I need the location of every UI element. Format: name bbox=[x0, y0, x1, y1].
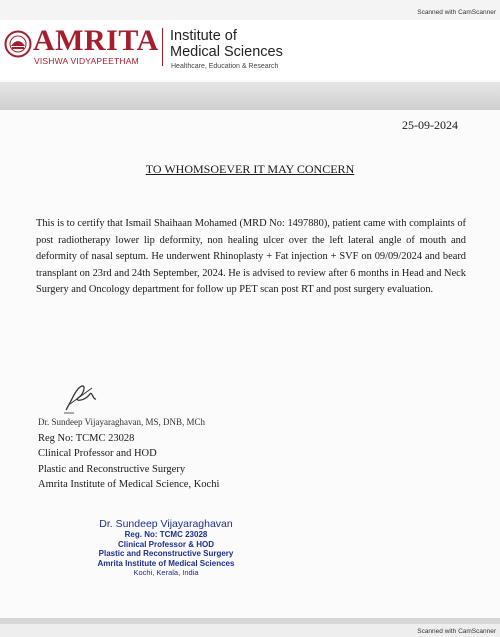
amrita-emblem-icon bbox=[4, 30, 32, 58]
stamp-name: Dr. Sundeep Vijayaraghavan bbox=[99, 518, 233, 530]
signatory-block bbox=[38, 415, 219, 493]
camscanner-watermark-top: Scanned with CamScanner bbox=[417, 9, 496, 16]
signatory-reg: Reg No: TCMC 23028 bbox=[38, 432, 135, 444]
signatory-institution: Amrita Institute of Medical Science, Kochi bbox=[38, 479, 220, 490]
camscanner-watermark-bottom: Scanned with CamScanner bbox=[417, 628, 496, 635]
scan-top-strip bbox=[0, 0, 500, 20]
letter-heading: TO WHOMSOEVER IT MAY CONCERN bbox=[145, 162, 355, 176]
letter-date: 25-09-2024 bbox=[402, 118, 458, 132]
institute-name bbox=[170, 28, 283, 60]
handwritten-signature bbox=[62, 380, 102, 416]
signatory-name: Dr. Sundeep Vijayaraghavan, MS, DNB, MCh bbox=[38, 417, 206, 427]
stamp-reg: Reg. No: TCMC 23028 bbox=[124, 530, 208, 539]
signatory-department: Plastic and Reconstructive Surgery bbox=[38, 463, 186, 475]
stamp-department: Plastic and Reconstructive Surgery bbox=[98, 549, 234, 558]
institute-line-1: Institute of bbox=[170, 28, 237, 44]
doctor-stamp bbox=[76, 518, 256, 578]
stamp-location: Kochi, Kerala, India bbox=[133, 568, 199, 577]
institute-tagline: Healthcare, Education & Research bbox=[171, 63, 279, 70]
header-divider bbox=[162, 28, 163, 66]
brand-subtitle: VISHWA VIDYAPEETHAM bbox=[34, 56, 139, 66]
brand-name: AMRITA bbox=[33, 24, 159, 57]
scan-bottom-strip bbox=[0, 624, 500, 637]
signatory-title: Clinical Professor and HOD bbox=[38, 448, 157, 459]
letterhead bbox=[0, 20, 500, 80]
institute-line-2: Medical Sciences bbox=[170, 44, 283, 60]
certificate-paragraph: This is to certify that Ismail Shaihaan Mohamed (MRD No: 1497880), patient came with complaints of post radiotherapy lower lip deformity, non healing ulcer over the left lateral angle of mouth and deformity of nasal septum. He underwent Rhinoplasty + Fat injection + SVF on 09/09/2024 and beard transplant on 23rd and 24th September, 2024. He is advised to review after 6 months in Head and Neck Surgery and Oncology department for follow up PET scan post RT and post surgery evaluation. bbox=[36, 218, 466, 295]
letter-page bbox=[0, 20, 500, 624]
stamp-title: Clinical Professor & HOD bbox=[117, 539, 215, 549]
scan-shadow-band bbox=[0, 82, 500, 110]
stamp-institution: Amrita Institute of Medical Sciences bbox=[97, 558, 235, 568]
